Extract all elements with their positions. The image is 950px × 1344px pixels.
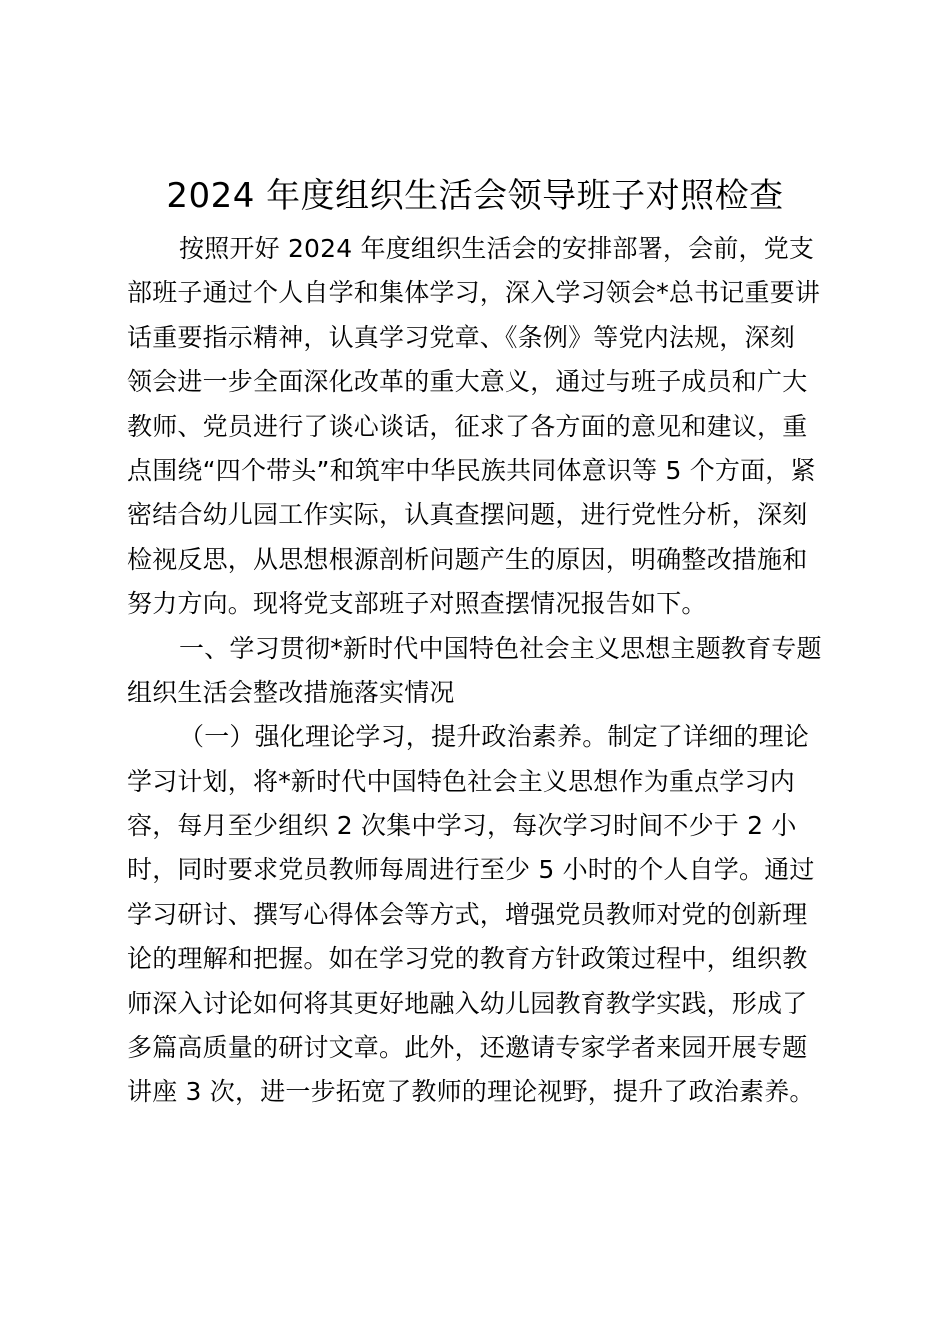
paragraph-intro-line-4: 领会进一步全面深化改革的重大意义，通过与班子成员和广大 [127,367,808,397]
section-heading-line-2: 组织生活会整改措施落实情况 [127,677,455,707]
paragraph-intro-line-9: 努力方向。现将党支部班子对照查摆情况报告如下。 [127,589,707,619]
paragraph-theory-line-7: 师深入讨论如何将其更好地融入幼儿园教育教学实践，形成了 [127,988,808,1018]
document-title: 2024 年度组织生活会领导班子对照检查 [166,176,784,216]
paragraph-intro-line-3: 话重要指示精神，认真学习党章、《条例》等党内法规，深刻 [127,322,795,352]
paragraph-theory-line-2: 学习计划，将*新时代中国特色社会主义思想作为重点学习内 [127,766,795,796]
paragraph-intro-line-1: 按照开好 2024 年度组织生活会的安排部署，会前，党支 [179,234,815,263]
paragraph-theory-line-8: 多篇高质量的研讨文章。此外，还邀请专家学者来园开展专题 [127,1033,808,1063]
section-heading-line-1: 一、学习贯彻*新时代中国特色社会主义思想主题教育专题 [179,633,822,663]
paragraph-theory-line-9: 讲座 3 次，进一步拓宽了教师的理论视野，提升了政治素养。 [127,1077,815,1107]
paragraph-intro-line-8: 检视反思，从思想根源剖析问题产生的原因，明确整改措施和 [127,544,808,574]
paragraph-theory-line-3: 容，每月至少组织 2 次集中学习，每次学习时间不少于 2 小 [127,811,797,841]
paragraph-theory-line-4: 时，同时要求党员教师每周进行至少 5 小时的个人自学。通过 [127,855,815,885]
paragraph-theory-line-6: 论的理解和把握。如在学习党的教育方针政策过程中，组织教 [127,944,808,974]
paragraph-intro-line-2: 部班子通过个人自学和集体学习，深入学习领会*总书记重要讲 [127,278,821,308]
paragraph-theory-line-1: （一）强化理论学习，提升政治素养。制定了详细的理论 [179,722,810,752]
document-body [127,227,847,1115]
paragraph-intro-line-5: 教师、党员进行了谈心谈话，征求了各方面的意见和建议，重 [127,411,808,441]
paragraph-intro-line-7: 密结合幼儿园工作实际，认真查摆问题，进行党性分析，深刻 [127,500,808,530]
paragraph-intro-line-6: 点围绕“四个带头”和筑牢中华民族共同体意识等 5 个方面，紧 [127,455,816,485]
paragraph-theory-line-5: 学习研讨、撰写心得体会等方式，增强党员教师对党的创新理 [127,899,808,929]
